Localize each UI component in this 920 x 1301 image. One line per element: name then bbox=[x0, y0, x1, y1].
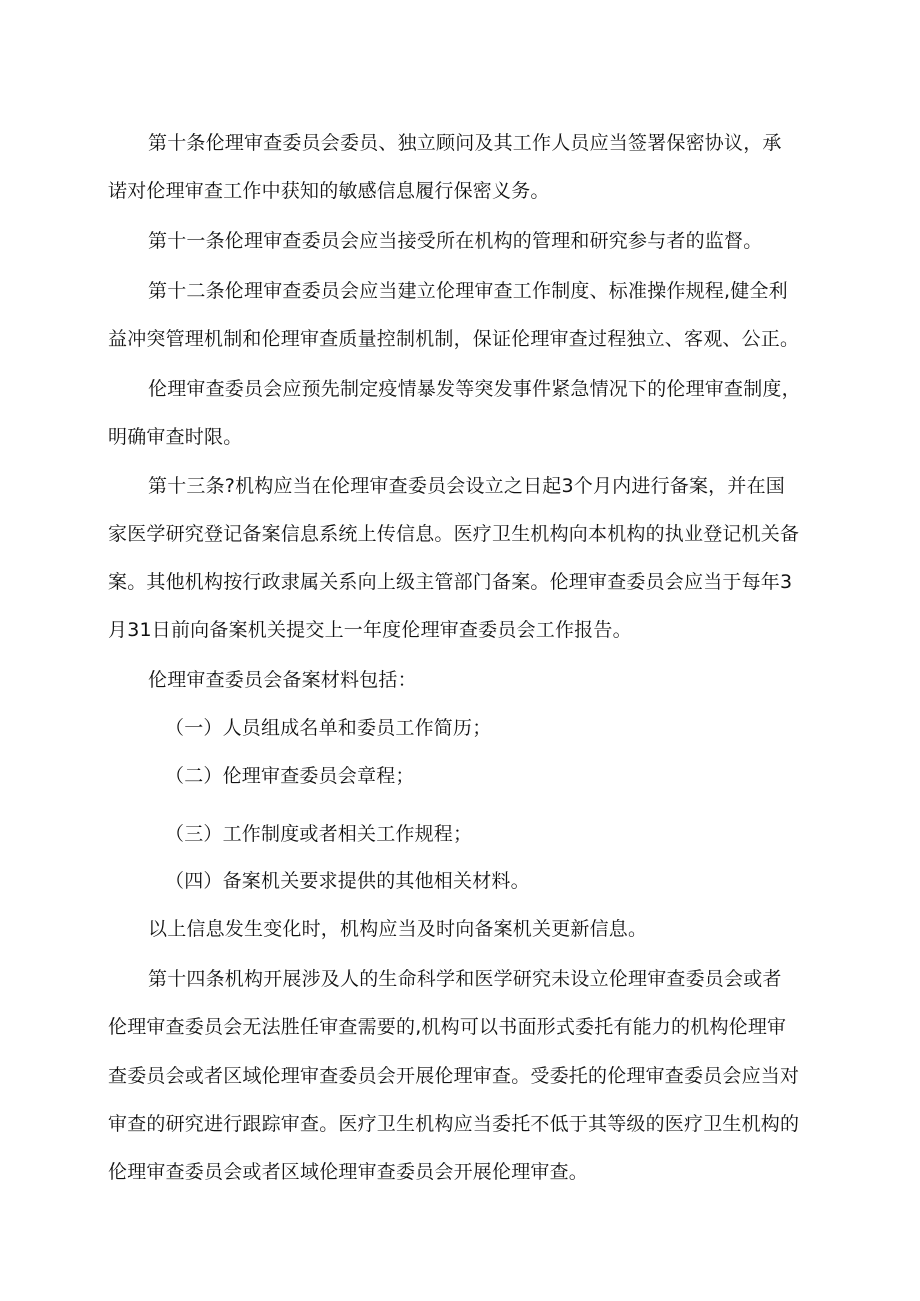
info-update-paragraph: 以上信息发生变化时，机构应当及时向备案机关更新信息。 bbox=[148, 918, 648, 940]
article-14-line-4: 审查的研究进行跟踪审查。医疗卫生机构应当委托不低于其等级的医疗卫生机构的 bbox=[108, 1113, 800, 1135]
article-11-line-1: 第十一条伦理审查委员会应当接受所在机构的管理和研究参与者的监督。 bbox=[148, 230, 763, 252]
article-13-line-1: 第十三条?机构应当在伦理审查委员会设立之日起3个月内进行备案，并在国 bbox=[148, 475, 785, 497]
filing-material-item-3: （三）工作制度或者相关工作规程； bbox=[165, 823, 473, 845]
article-13-line-4: 月31日前向备案机关提交上一年度伦理审查委员会工作报告。 bbox=[108, 619, 632, 641]
article-14-line-3: 查委员会或者区域伦理审查委员会开展伦理审查。受委托的伦理审查委员会应当对 bbox=[108, 1065, 800, 1087]
filing-material-item-1: （一）人员组成名单和委员工作简历； bbox=[165, 717, 492, 739]
filing-material-item-2: （二）伦理审查委员会章程； bbox=[165, 765, 415, 787]
article-12-line-2: 益冲突管理机制和伦理审查质量控制机制，保证伦理审查过程独立、客观、公正。 bbox=[108, 328, 800, 350]
article-12-paragraph-2-line-2: 明确审查时限。 bbox=[108, 426, 243, 448]
article-12-paragraph-2-line-1: 伦理审查委员会应预先制定疫情暴发等突发事件紧急情况下的伦理审查制度， bbox=[148, 378, 801, 400]
filing-material-item-4: （四）备案机关要求提供的其他相关材料。 bbox=[165, 870, 530, 892]
article-14-line-1: 第十四条机构开展涉及人的生命科学和医学研究未设立伦理审查委员会或者 bbox=[148, 968, 782, 990]
article-13-line-2: 家医学研究登记备案信息系统上传信息。医疗卫生机构向本机构的执业登记机关备 bbox=[108, 523, 800, 545]
article-14-line-2: 伦理审查委员会无法胜任审查需要的,机构可以书面形式委托有能力的机构伦理审 bbox=[108, 1016, 787, 1038]
article-13-line-3: 案。其他机构按行政隶属关系向上级主管部门备案。伦理审查委员会应当于每年3 bbox=[108, 571, 793, 593]
article-14-line-5: 伦理审查委员会或者区域伦理审查委员会开展伦理审查。 bbox=[108, 1161, 589, 1183]
article-10-line-2: 诺对伦理审查工作中获知的敏感信息履行保密义务。 bbox=[108, 180, 550, 202]
article-10-line-1: 第十条伦理审查委员会委员、独立顾问及其工作人员应当签署保密协议，承 bbox=[148, 132, 782, 154]
filing-materials-heading: 伦理审查委员会备案材料包括： bbox=[148, 669, 417, 691]
article-12-line-1: 第十二条伦理审查委员会应当建立伦理审查工作制度、标准操作规程,健全利 bbox=[148, 280, 788, 302]
